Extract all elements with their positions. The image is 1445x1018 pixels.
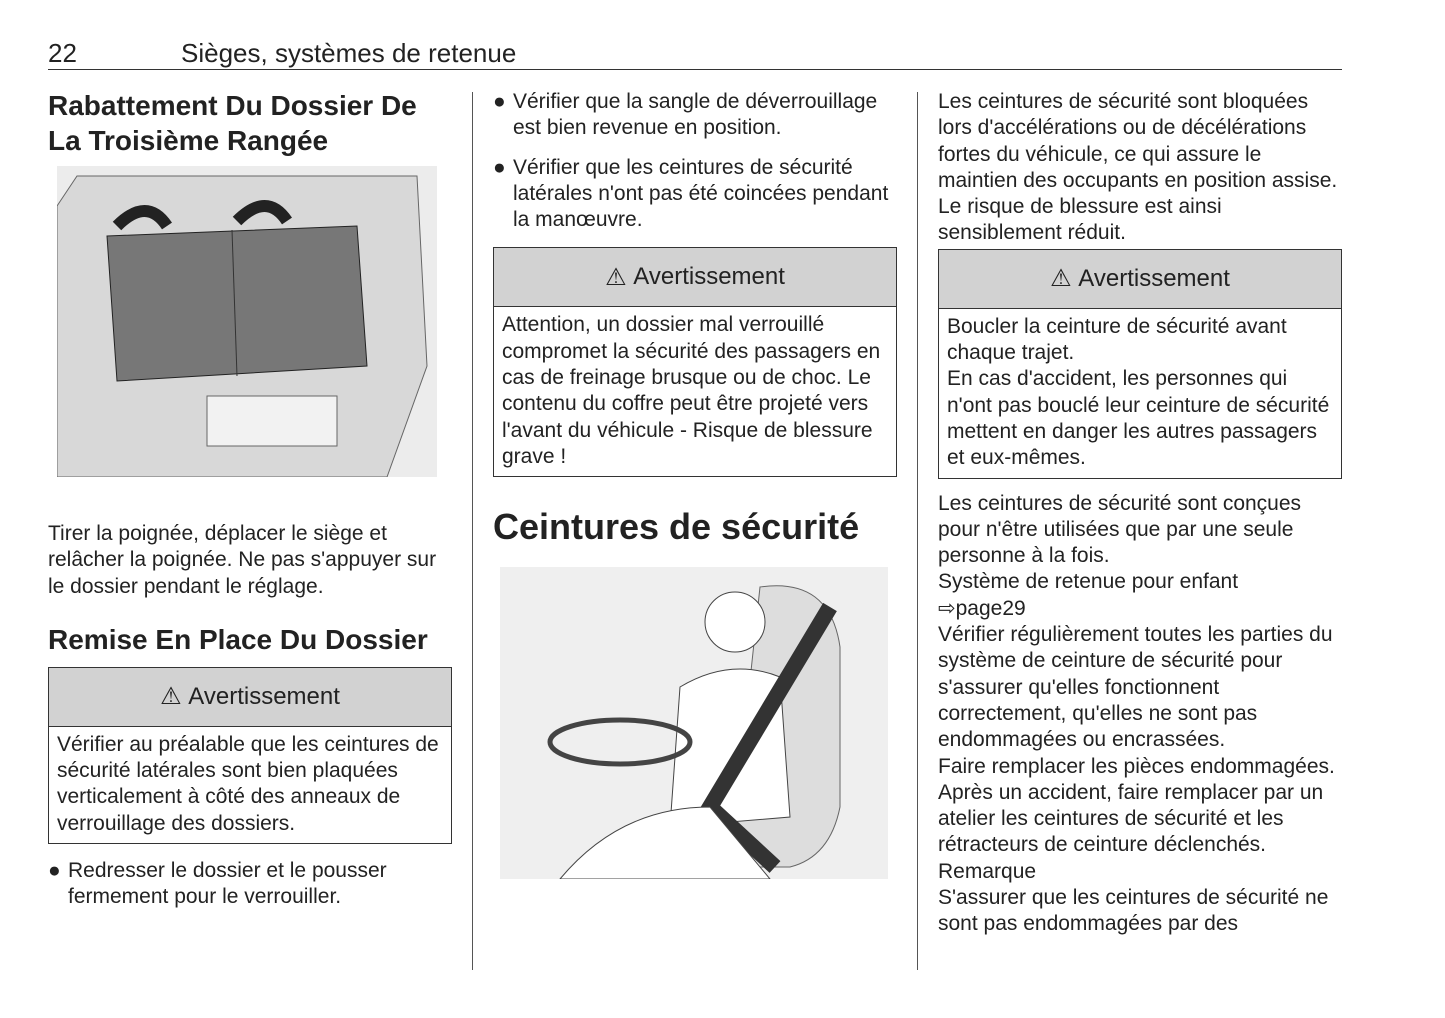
bullet-icon: ●	[493, 90, 506, 113]
column-divider	[917, 92, 918, 970]
list-item	[493, 155, 897, 234]
paragraph: Tirer la poignée, déplacer le siège et relâcher la poignée. Ne pas s'appuyer sur le dossier pendant le réglage.	[48, 522, 437, 598]
header-rule	[48, 69, 1342, 70]
paragraph: Faire remplacer les pièces endommagées. Après un accident, faire remplacer par un atelier les ceintures de sécurité et les rétracteurs de ceinture déclenchés.	[938, 754, 1335, 857]
warning-box	[938, 249, 1342, 479]
bullet-icon: ●	[493, 155, 506, 179]
list-item-text: Redresser le dossier et le pousser fermement pour le verrouiller.	[68, 859, 387, 909]
warning-text: Boucler la ceinture de sécurité avant chaque trajet.	[947, 314, 1287, 365]
warning-title: Avertissement	[1078, 264, 1230, 292]
heading-seatback-return: Remise En Place Du Dossier	[48, 623, 428, 655]
paragraph: Les ceintures de sécurité sont bloquées lors d'accélérations ou de décélérations fortes du véhicule, ce qui assure le maintien des occupants en position assise. Le risque de blessure est ainsi sensiblement réduit.	[938, 90, 1338, 245]
warning-box	[48, 667, 452, 844]
list-item-text: Vérifier que les ceintures de sécurité latérales n'ont pas été coincées pendant la manœuvre.	[513, 155, 889, 232]
arrow-right-icon: ⇨	[938, 596, 956, 620]
paragraph: Les ceintures de sécurité sont conçues pour n'être utilisées que par une seule personne à la fois.	[938, 491, 1302, 568]
column-3	[938, 89, 1342, 938]
warning-icon: ⚠	[605, 263, 634, 291]
seat-belt-illustration	[500, 567, 888, 879]
warning-box	[493, 247, 897, 477]
bullet-icon: ●	[48, 859, 61, 883]
page-link-text[interactable]: page29	[955, 596, 1026, 620]
column-1	[48, 88, 452, 911]
section-title: Sièges, systèmes de retenue	[181, 38, 517, 68]
paragraph: S'assurer que les ceintures de sécurité ne sont pas endommagées par des	[938, 886, 1329, 936]
warning-icon: ⚠	[160, 683, 189, 711]
warning-text: Attention, un dossier mal verrouillé compromet la sécurité des passagers en cas de freinage brusque ou de choc. Le contenu du coffre peut être projeté vers l'avant du véhicule - Risque de blessure grave !	[502, 313, 881, 468]
list-item	[48, 858, 452, 911]
column-2	[493, 89, 897, 879]
list-item-text: Vérifier que la sangle de déverrouillage est bien revenue en position.	[513, 90, 878, 140]
warning-text: En cas d'accident, les personnes qui n'ont pas bouclé leur ceinture de sécurité mettent en danger les autres passagers et eux-mêmes.	[947, 367, 1330, 470]
paragraph: Vérifier régulièrement toutes les parties du système de ceinture de sécurité pour s'assurer qu'elles fonctionnent correctement, qu'elles ne sont pas endommagées ou encrassées.	[938, 623, 1333, 752]
page-number: 22	[48, 38, 77, 68]
warning-icon: ⚠	[1050, 265, 1079, 293]
warning-title: Avertissement	[633, 263, 785, 291]
column-divider	[472, 92, 473, 970]
heading-seat-belts: Ceintures de sécurité	[493, 506, 860, 548]
page-reference-link[interactable]	[938, 596, 1342, 622]
paragraph: Système de retenue pour enfant	[938, 570, 1239, 594]
note-title: Remarque	[938, 859, 1037, 883]
list-item	[493, 89, 897, 142]
trunk-seat-illustration	[57, 166, 437, 477]
heading-third-row-fold: Rabattement Du Dossier De La Troisième Rangée	[48, 90, 417, 156]
warning-title: Avertissement	[188, 682, 340, 710]
warning-text: Vérifier au préalable que les ceintures de sécurité latérales sont bien plaquées verticalement à côté des anneaux de verrouillage des dossiers.	[57, 732, 439, 835]
